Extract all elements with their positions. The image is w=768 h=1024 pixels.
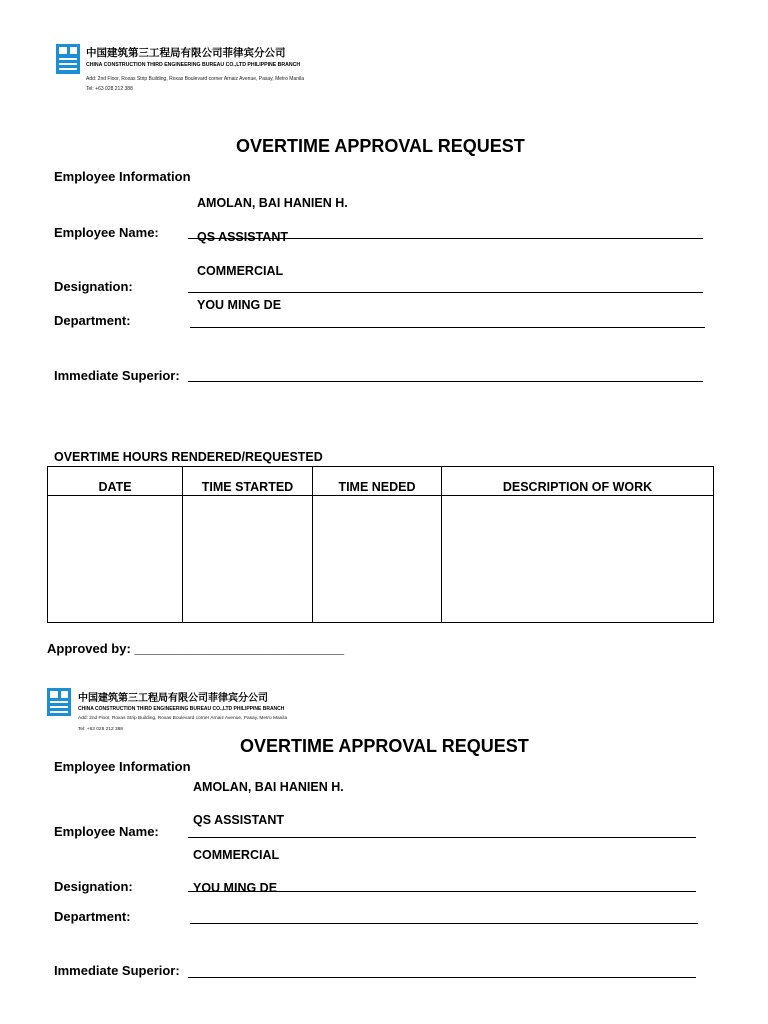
form-title: OVERTIME APPROVAL REQUEST	[240, 736, 529, 756]
company-tel: Tel: +63 028 212 388	[86, 86, 133, 92]
company-name-en: CHINA CONSTRUCTION THIRD ENGINEERING BUREAU CO.,LTD PHILIPPINE BRANCH	[78, 706, 285, 712]
employee-name-value: AMOLAN, BAI HANIEN H.	[197, 196, 348, 210]
department-value: COMMERCIAL	[197, 264, 284, 278]
overtime-heading: OVERTIME HOURS RENDERED/REQUESTED	[54, 450, 323, 464]
designation-label: Designation:	[54, 879, 133, 894]
designation-value: QS ASSISTANT	[197, 230, 288, 244]
designation-label: Designation:	[54, 279, 133, 294]
col-date: DATE	[48, 467, 183, 496]
description-cell[interactable]	[442, 496, 714, 623]
date-cell[interactable]	[48, 496, 183, 623]
employee-name-label: Employee Name:	[54, 824, 159, 839]
immediate-superior-line	[188, 381, 703, 382]
employee-name-value: AMOLAN, BAI HANIEN H.	[193, 780, 344, 794]
section-heading: Employee Information	[54, 169, 191, 184]
company-name-cn: 中国建筑第三工程局有限公司菲律宾分公司	[86, 47, 286, 59]
company-address: Add: 2nd Floor, Roxas Strip Building, Roxas Boulevard corner Arnaiz Avenue, Pasay, Metro Manila	[86, 76, 304, 82]
time-ended-cell[interactable]	[313, 496, 442, 623]
department-label: Department:	[54, 909, 131, 924]
overtime-table	[47, 466, 714, 623]
company-address: Add: 2nd Floor, Roxas Strip Building, Roxas Boulevard corner Arnaiz Avenue, Pasay, Metro Manila	[78, 716, 288, 721]
form-title: OVERTIME APPROVAL REQUEST	[236, 136, 525, 156]
department-label: Department:	[54, 313, 131, 328]
department-line	[190, 327, 705, 328]
immediate-superior-value: YOU MING DE	[193, 881, 278, 895]
immediate-superior-label: Immediate Superior:	[54, 963, 180, 978]
col-description: DESCRIPTION OF WORK	[442, 467, 714, 496]
time-started-cell[interactable]	[183, 496, 313, 623]
designation-line	[188, 292, 703, 293]
employee-name-line	[188, 837, 696, 838]
immediate-superior-label: Immediate Superior:	[54, 368, 180, 383]
department-line	[190, 923, 698, 924]
approved-by: Approved by: _____________________________	[47, 641, 345, 656]
table-row	[48, 496, 714, 623]
immediate-superior-line	[188, 977, 696, 978]
company-logo-icon	[47, 688, 71, 716]
designation-value: QS ASSISTANT	[193, 813, 284, 827]
overtime-table-header-row	[48, 467, 714, 496]
designation-line	[188, 891, 696, 892]
department-value: COMMERCIAL	[193, 848, 280, 862]
company-name-en: CHINA CONSTRUCTION THIRD ENGINEERING BUREAU CO.,LTD PHILIPPINE BRANCH	[86, 62, 301, 68]
immediate-superior-value: YOU MING DE	[197, 298, 282, 312]
company-logo-icon	[56, 44, 80, 74]
company-name-cn: 中国建筑第三工程局有限公司菲律宾分公司	[78, 693, 268, 704]
section-heading: Employee Information	[54, 759, 191, 774]
company-tel: Tel: +63 028 212 388	[78, 727, 123, 732]
col-time-ended: TIME NEDED	[313, 467, 442, 496]
employee-name-label: Employee Name:	[54, 225, 159, 240]
col-time-started: TIME STARTED	[183, 467, 313, 496]
